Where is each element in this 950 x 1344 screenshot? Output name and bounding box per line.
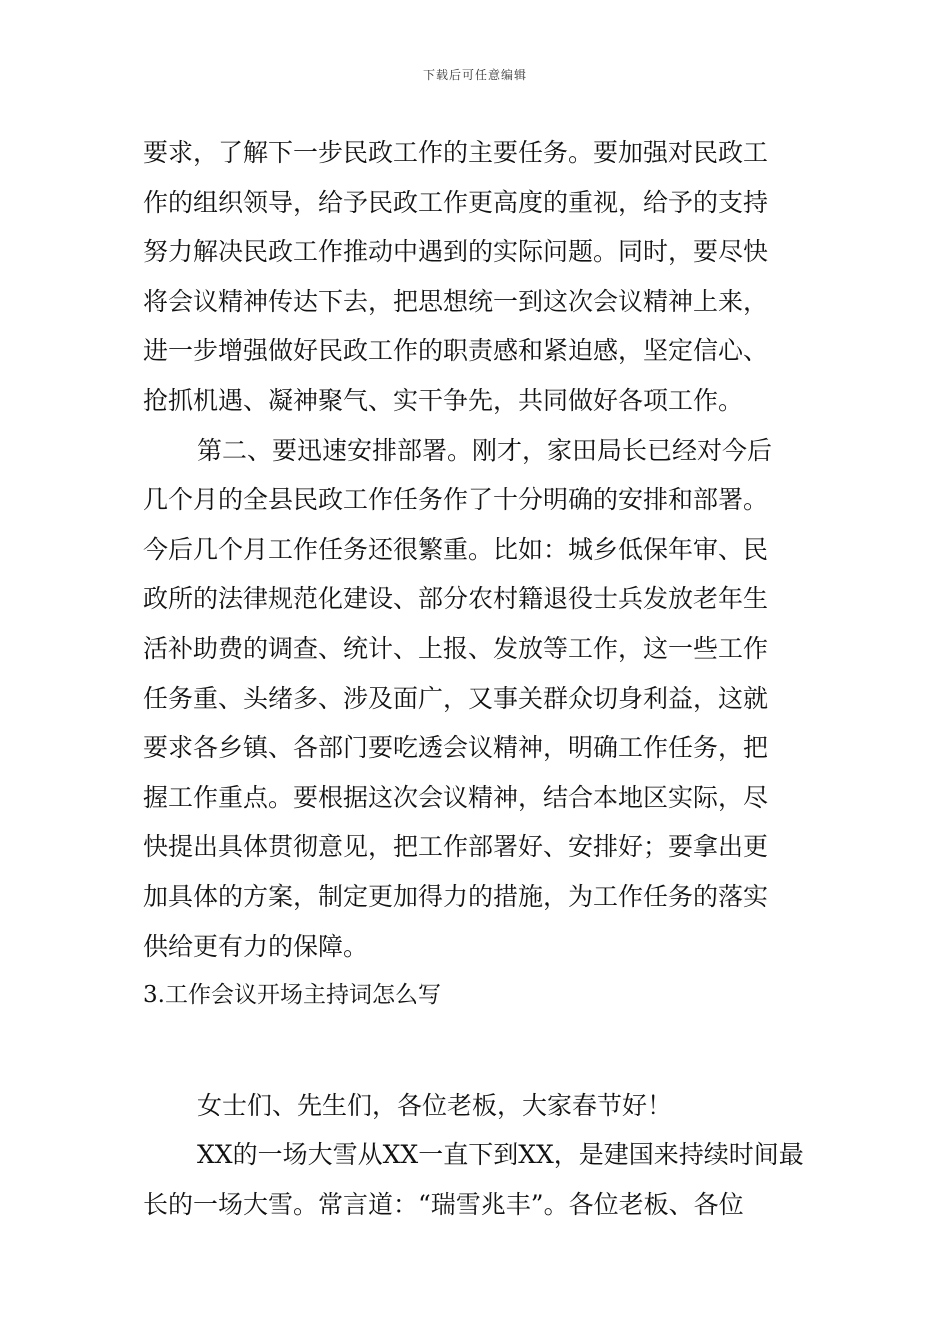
paragraph-line: 进一步增强做好民政工作的职责感和紧迫感，坚定信心、 [143, 336, 769, 366]
paragraph-line: 第二、要迅速安排部署。刚才，家田局长已经对今后 [197, 435, 773, 465]
paragraph-line: XX的一场大雪从XX一直下到XX，是建国来持续时间最 [197, 1140, 804, 1170]
paragraph-line: 几个月的全县民政工作任务作了十分明确的安排和部署。 [143, 485, 769, 515]
page-header: 下载后可任意编辑 [422, 68, 527, 82]
paragraph-line: 将会议精神传达下去，把思想统一到这次会议精神上来， [143, 286, 769, 316]
paragraph-line: 快提出具体贯彻意见，把工作部署好、安排好；要拿出更 [143, 832, 769, 862]
paragraph-line: 女士们、先生们，各位老板，大家春节好！ [197, 1090, 673, 1120]
paragraph-line: 长的一场大雪。常言道：“瑞雪兆丰”。各位老板、各位 [143, 1189, 744, 1219]
paragraph-line: 努力解决民政工作推动中遇到的实际问题。同时，要尽快 [143, 237, 769, 267]
paragraph-line: 任务重、头绪多、涉及面广，又事关群众切身利益，这就 [143, 683, 769, 713]
paragraph-line: 握工作重点。要根据这次会议精神，结合本地区实际，尽 [143, 782, 769, 812]
paragraph-line: 政所的法律规范化建设、部分农村籍退役士兵发放老年生 [143, 584, 769, 614]
paragraph-line: 作的组织领导，给予民政工作更高度的重视，给予的支持 [143, 187, 769, 217]
paragraph-line: 抢抓机遇、凝神聚气、实干争先，共同做好各项工作。 [143, 385, 744, 415]
blank-spacer [143, 1021, 809, 1081]
section-heading: 3.工作会议开场主持词怎么写 [143, 982, 441, 1009]
paragraph-line: 供给更有力的保障。 [143, 931, 369, 961]
paragraph-line: 要求，了解下一步民政工作的主要任务。要加强对民政工 [143, 138, 769, 167]
paragraph-line: 要求各乡镇、各部门要吃透会议精神，明确工作任务，把 [143, 733, 769, 763]
document-body [143, 128, 809, 1229]
paragraph-line: 活补助费的调查、统计、上报、发放等工作，这一些工作 [143, 633, 769, 663]
paragraph-line: 今后几个月工作任务还很繁重。比如：城乡低保年审、民 [143, 534, 769, 564]
paragraph-line: 加具体的方案，制定更加得力的措施，为工作任务的落实 [143, 881, 769, 911]
